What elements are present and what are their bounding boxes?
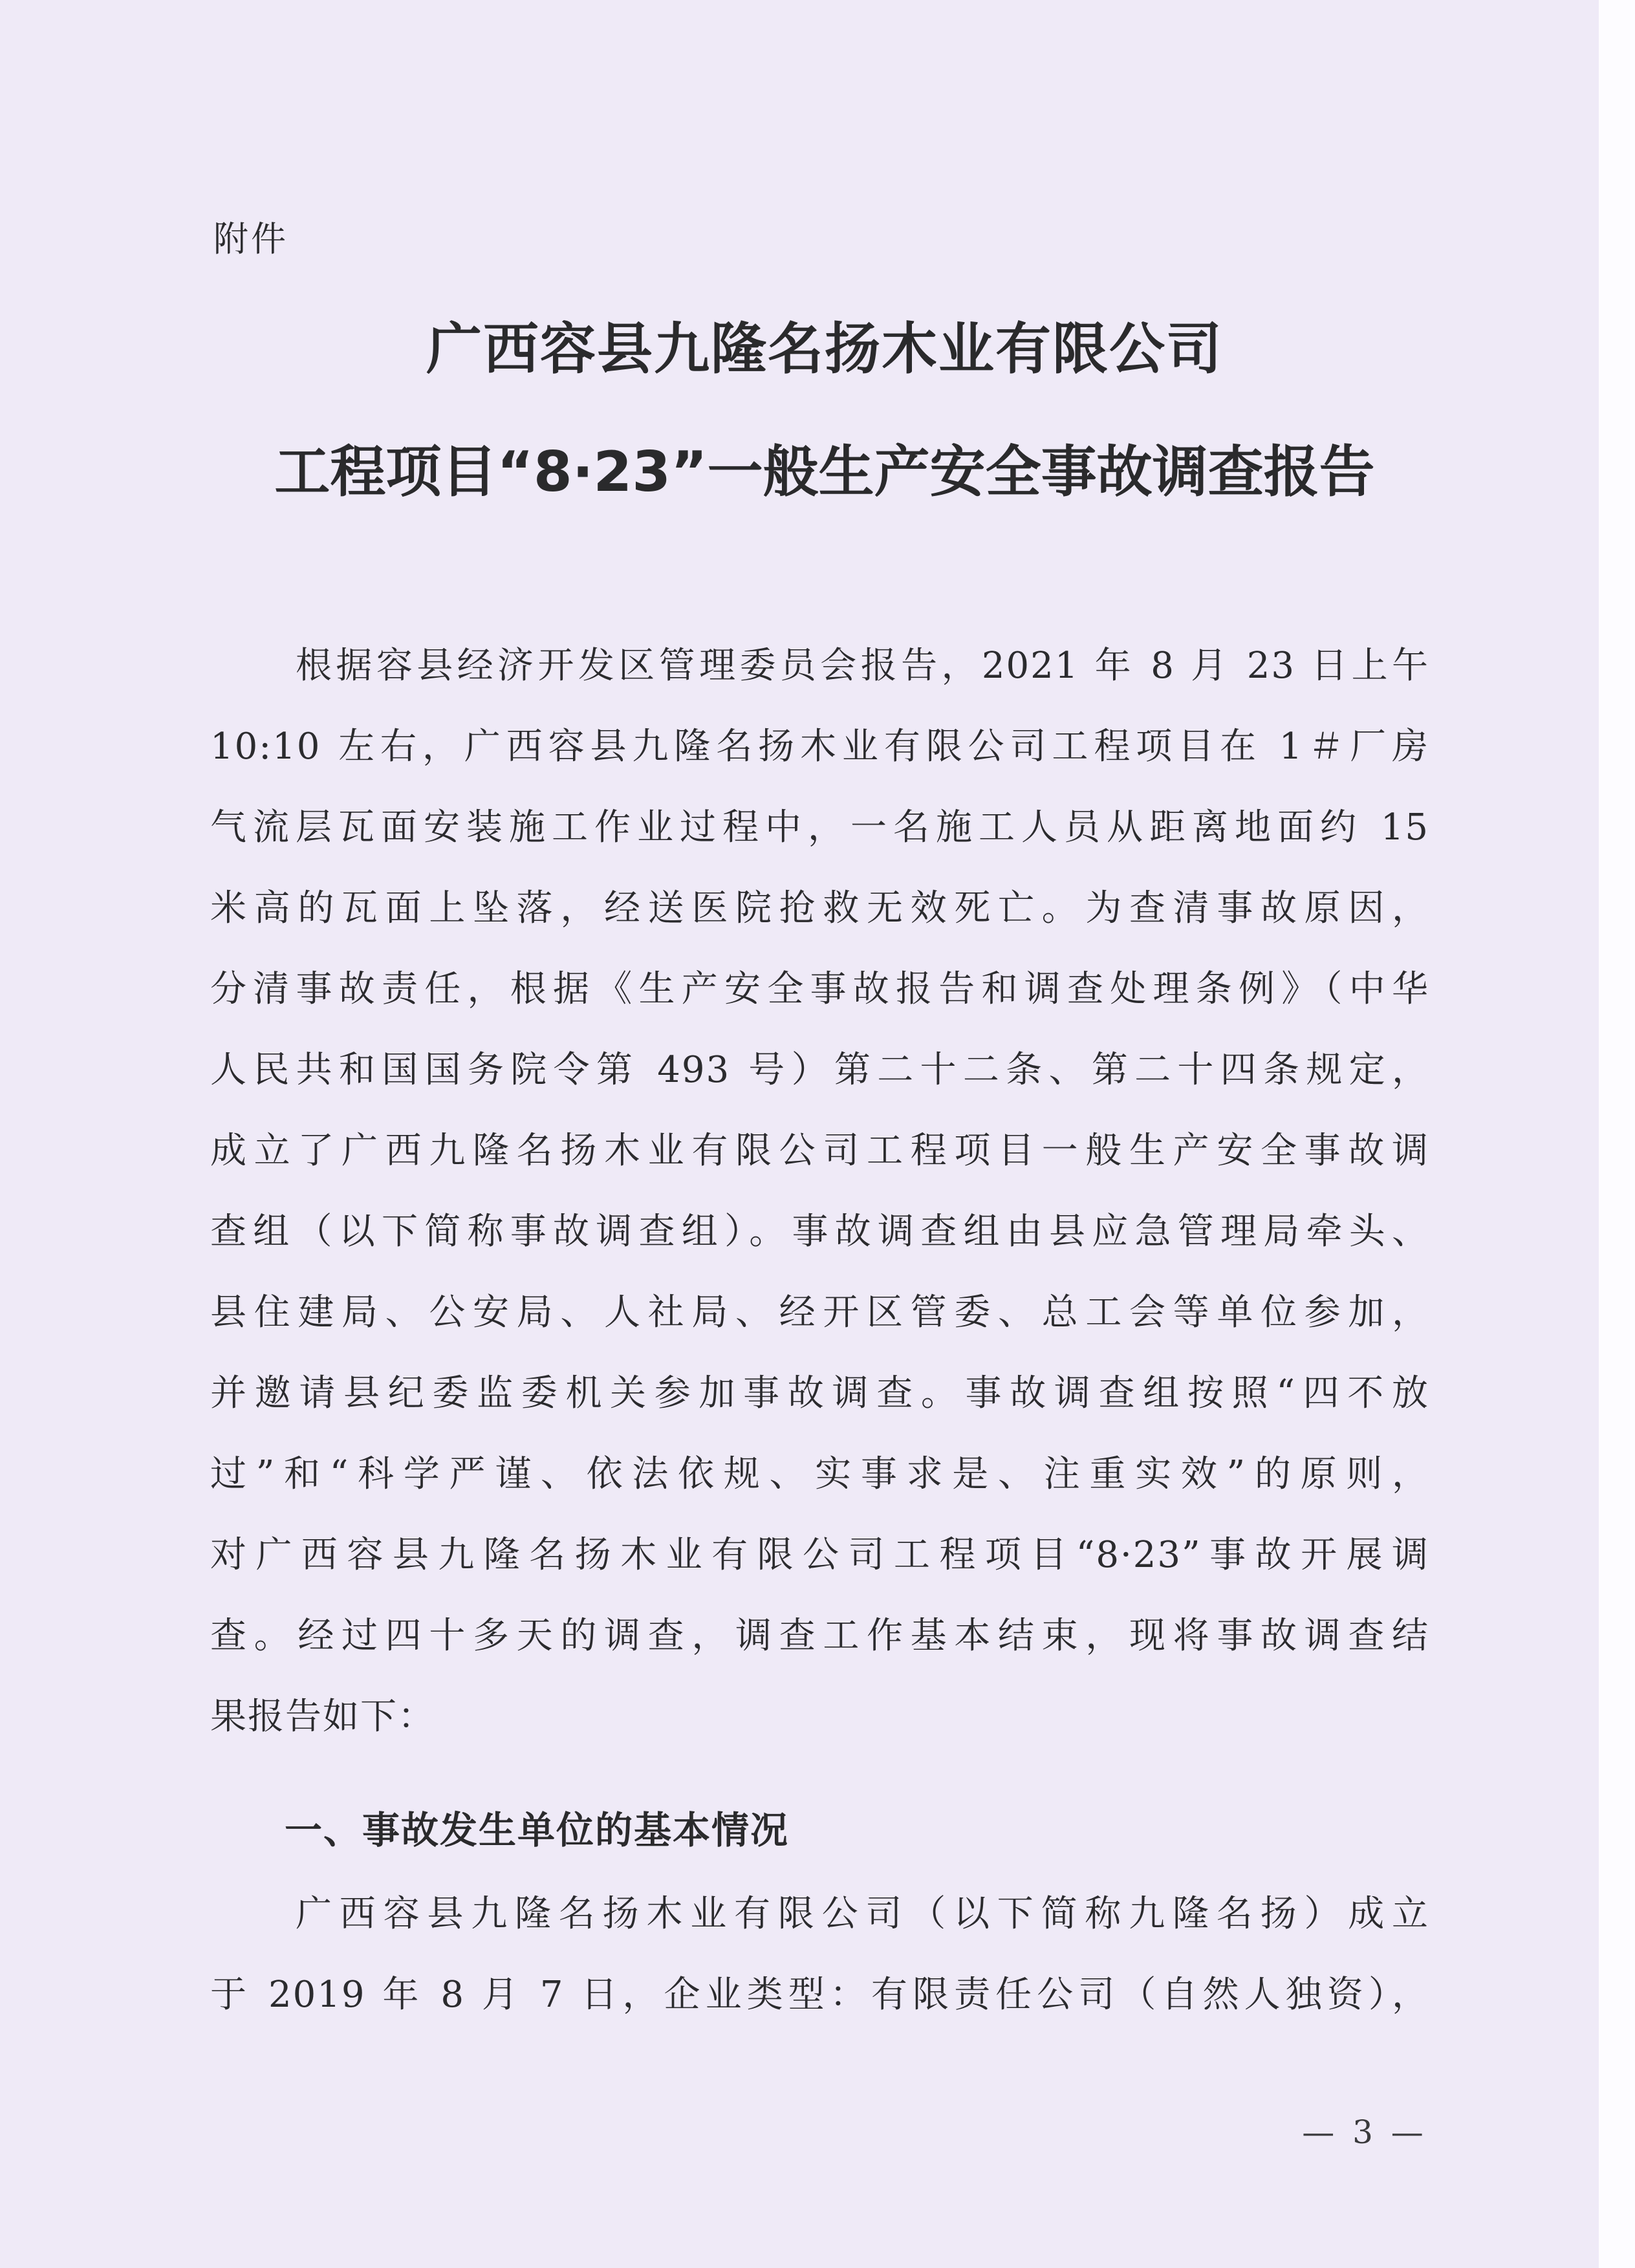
paragraph-line: 查组（以下简称事故调查组）。事故调查组由县应急管理局牵头、: [210, 1211, 1429, 1253]
paragraph-line: 根据容县经济开发区管理委员会报告，2021 年 8 月 23 日上午: [296, 645, 1430, 687]
paragraph-line: 气流层瓦面安装施工作业过程中，一名施工人员从距离地面约 15: [210, 806, 1429, 848]
title-line-2: 工程项目“8·23”一般生产安全事故调查报告: [274, 440, 1375, 504]
paragraph-line: 10:10 左右，广西容县九隆名扬木业有限公司工程项目在 1＃厂房: [210, 726, 1429, 768]
paragraph-line: 果报告如下：: [210, 1696, 435, 1738]
paragraph-line: 分清事故责任，根据《生产安全事故报告和调查处理条例》（中华: [210, 968, 1429, 1010]
paragraph-line: 并邀请县纪委监委机关参加事故调查。事故调查组按照“四不放: [210, 1372, 1429, 1414]
section-heading: 一、事故发生单位的基本情况: [285, 1808, 790, 1852]
scan-margin: [1599, 0, 1635, 2268]
paragraph-line: 于 2019 年 8 月 7 日，企业类型：有限责任公司（自然人独资），: [210, 1974, 1429, 2016]
paragraph-line: 广西容县九隆名扬木业有限公司（以下简称九隆名扬）成立: [296, 1893, 1429, 1935]
paragraph-line: 对广西容县九隆名扬木业有限公司工程项目“8·23”事故开展调: [210, 1534, 1429, 1576]
paragraph-line: 人民共和国国务院令第 493 号）第二十二条、第二十四条规定，: [210, 1049, 1429, 1091]
paragraph-line: 成立了广西九隆名扬木业有限公司工程项目一般生产安全事故调: [210, 1130, 1429, 1172]
paragraph-line: 查。经过四十多天的调查，调查工作基本结束，现将事故调查结: [210, 1615, 1429, 1657]
paragraph-line: 过”和“科学严谨、依法依规、实事求是、注重实效”的原则，: [210, 1453, 1429, 1495]
paragraph-line: 米高的瓦面上坠落，经送医院抢救无效死亡。为查清事故原因，: [210, 887, 1429, 929]
attachment-label: 附件: [213, 219, 288, 259]
page-number: — 3 —: [1302, 2113, 1427, 2151]
paragraph-line: 县住建局、公安局、人社局、经开区管委、总工会等单位参加，: [210, 1291, 1429, 1334]
title-line-1: 广西容县九隆名扬木业有限公司: [426, 317, 1223, 382]
